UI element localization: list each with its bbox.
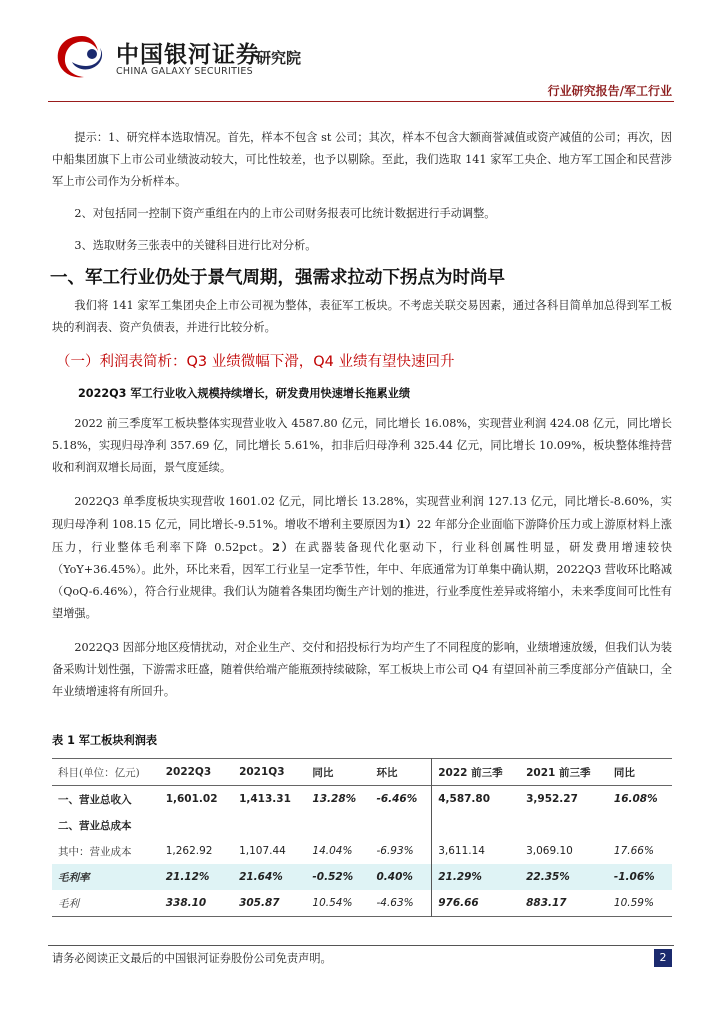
col-header: 同比	[312, 766, 334, 779]
table-cell: -4.63%	[376, 897, 414, 909]
table-cell: 一、营业总收入	[58, 793, 132, 806]
income-statement-table	[52, 758, 672, 917]
report-type-label: 行业研究报告/军工行业	[547, 84, 672, 98]
table-cell: 10.59%	[613, 897, 654, 909]
table-title: 表 1 军工板块利润表	[52, 734, 158, 747]
table-cell: 1,413.31	[239, 793, 291, 805]
header-divider	[48, 101, 674, 102]
table-cell: 22.35%	[520, 864, 608, 890]
table-row	[52, 786, 672, 813]
table-cell: -6.93%	[376, 845, 414, 857]
table-cell	[160, 812, 233, 838]
table-cell: 毛利率	[52, 864, 160, 890]
body-paragraph-2	[52, 491, 672, 625]
col-header: 2022 前三季	[432, 759, 520, 786]
para2-text-c: 在武器装备现代化驱动下，行业科创属性明显，研发费用增速较快（YoY+36.45%）。此外，环比来看，因军工行业呈一定季节性，年中、年底通常为订单集中确认期，2022Q3 营收环比略减（QoQ-6.46%），符合行业规律。我们认为随着各集团均衡生产计划的推进，行业季度性差异或将缩小，未来季度间可比性有望增强。	[52, 541, 672, 620]
department-label: 研究院	[256, 49, 302, 67]
table-cell: 21.29%	[432, 864, 520, 890]
subsection-heading: （一）利润表简析：Q3 业绩微幅下滑，Q4 业绩有望快速回升	[56, 354, 455, 370]
col-header: 2021 前三季	[526, 766, 591, 779]
table-cell: 4,587.80	[432, 786, 520, 813]
table-row	[52, 838, 672, 864]
table-cell: 3,069.10	[526, 845, 573, 857]
body-paragraph-3: 2022Q3 因部分地区疫情扰动，对企业生产、交付和招投标行为均产生了不同程度的影响，业绩增速放缓，但我们认为装备采购计划性强，下游需求旺盛，随着供给端产能瓶颈持续破除，军工板块上市公司 Q4 有望回补前三季度部分产值缺口，全年业绩增速将有所回升。	[52, 641, 672, 698]
sample-note	[52, 127, 672, 257]
para2-point-1-label: 1）	[397, 517, 417, 531]
col-header: 2022Q3	[165, 766, 212, 778]
para2-text-a: 2022Q3 单季度板块实现营收 1601.02 亿元，同比增长 13.28%，实现营业利润 127.13 亿元，同比增长-8.60%，实现归母净利 108.15 亿元，同比增长-9.51%。增收不增利主要原因为	[52, 495, 672, 531]
para2-point-2-label: 2）	[272, 540, 295, 554]
table-cell: 338.10	[165, 897, 207, 909]
para2-text-b: 22 年部分企业面临下游降价压力或上游原材料上涨压力，行业整体毛利率下降 0.52pct。	[52, 518, 672, 554]
table-row-highlighted	[52, 864, 672, 890]
col-header: 2021Q3	[239, 766, 285, 778]
page-number: 2	[654, 949, 672, 967]
table-cell: -0.52%	[306, 864, 370, 890]
table-cell: 二、营业总成本	[58, 819, 132, 832]
note-paragraph-2: 2、对包括同一控制下资产重组在内的上市公司财务报表可比统计数据进行手动调整。	[74, 207, 496, 220]
table-cell: 1,262.92	[165, 845, 213, 857]
table-cell: 976.66	[432, 890, 520, 917]
table-cell	[608, 812, 672, 838]
table-row	[52, 812, 672, 838]
table-cell: 0.40%	[370, 864, 431, 890]
table-cell: 21.12%	[160, 864, 233, 890]
section-heading: 一、军工行业仍处于景气周期，强需求拉动下拐点为时尚早	[50, 268, 505, 288]
table-cell: -6.46%	[376, 793, 418, 805]
footer-divider	[48, 945, 674, 946]
table-cell: 3,952.27	[526, 793, 578, 805]
col-header: 科目(单位：亿元)	[58, 766, 140, 779]
table-cell: 14.04%	[312, 845, 353, 857]
table-cell: 13.28%	[312, 793, 357, 805]
footer-disclaimer: 请务必阅读正文最后的中国银河证券股份公司免责声明。	[52, 952, 332, 965]
body-paragraph-1: 2022 前三季度军工板块整体实现营业收入 4587.80 亿元，同比增长 16.08%，实现营业利润 424.08 亿元，同比增长 5.18%，实现归母净利 357.69 亿，同比增长 5.61%，扣非后归母净利 325.44 亿元，同比增长 10.09%，板块整体维持营收和利润双增长局面，景气度延续。	[52, 417, 672, 474]
table-cell	[370, 812, 431, 838]
col-header: 同比	[613, 766, 635, 779]
table-cell: 毛利	[58, 897, 79, 910]
note-paragraph-1: 提示：1、研究样本选取情况。首先，样本不包含 st 公司；其次，样本不包含大额商誉减值或资产减值的公司；再次，因中船集团旗下上市公司业绩波动较大，可比性较差，也予以剔除。至此，我们选取 141 家军工央企、地方军工国企和民营涉军上市公司作为分析样本。	[52, 131, 672, 188]
col-header: 环比	[376, 766, 398, 779]
table-row	[52, 890, 672, 917]
brand-name-cn: 中国银河证券	[116, 42, 260, 68]
galaxy-logo-icon	[52, 32, 112, 82]
table-cell	[432, 812, 520, 838]
table-cell	[306, 812, 370, 838]
table-cell: 21.64%	[233, 864, 306, 890]
table-cell: 1,107.44	[239, 845, 286, 857]
bold-subheading: 2022Q3 军工行业收入规模持续增长，研发费用快速增长拖累业绩	[78, 387, 411, 400]
section-intro: 我们将 141 家军工集团央企上市公司视为整体，表征军工板块。不考虑关联交易因素，通过各科目简单加总得到军工板块的利润表、资产负债表，并进行比较分析。	[52, 299, 672, 334]
table-cell	[520, 812, 608, 838]
table-cell: 其中：营业成本	[58, 845, 132, 858]
table-cell: 17.66%	[613, 845, 654, 857]
table-cell	[233, 812, 306, 838]
table-cell: 305.87	[239, 897, 280, 909]
table-cell: 16.08%	[613, 793, 658, 805]
table-cell: 3,611.14	[432, 838, 520, 864]
table-cell: 883.17	[526, 897, 567, 909]
note-paragraph-3: 3、选取财务三张表中的关键科目进行比对分析。	[74, 239, 317, 252]
brand-name-en: CHINA GALAXY SECURITIES	[116, 66, 253, 77]
table-header-row	[52, 759, 672, 786]
table-cell: 10.54%	[312, 897, 353, 909]
table-cell: 1,601.02	[165, 793, 218, 805]
main-content	[52, 127, 672, 715]
page-header	[0, 0, 724, 110]
table-cell: -1.06%	[608, 864, 672, 890]
